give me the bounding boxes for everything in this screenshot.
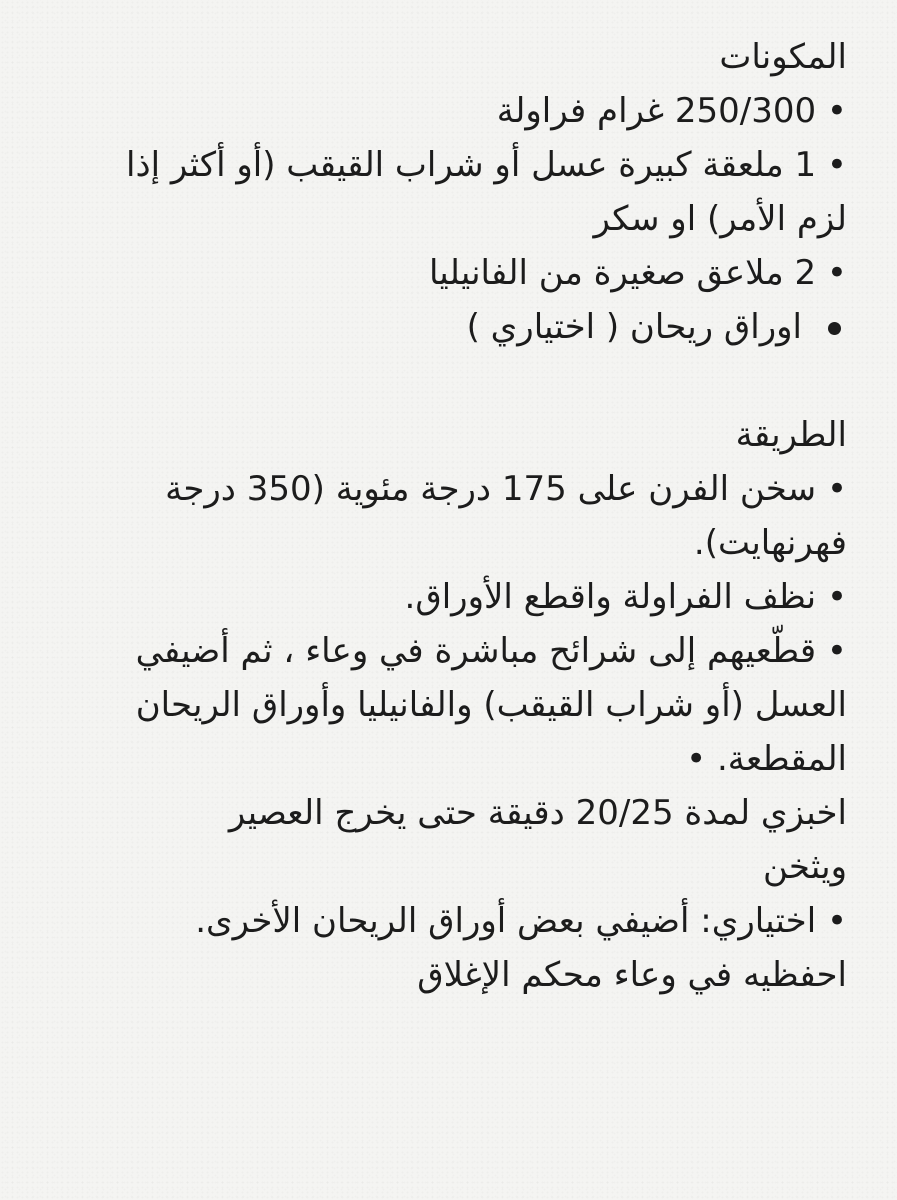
method-line: ويثخن [763, 847, 847, 887]
method-line: • نظف الفراولة واقطع الأوراق. [404, 577, 847, 617]
method-line: • قطّعيهم إلى شرائح مباشرة في وعاء ، ثم أضيفي [135, 631, 847, 671]
method-line: احفظيه في وعاء محكم الإغلاق [417, 955, 847, 995]
ingredient-line: • 1 ملعقة كبيرة عسل أو شراب القيقب (أو أكثر إذا [126, 145, 847, 185]
method-line: اخبزي لمدة 20/25 دقيقة حتى يخرج العصير [228, 793, 847, 833]
ingredient-line: لزم الأمر) او سكر [593, 199, 847, 239]
ingredient-line: اوراق ريحان ( اختياري ) [466, 307, 802, 347]
method-line: المقطعة. • [686, 739, 847, 779]
method-line: فهرنهايت). [693, 523, 847, 563]
ingredients-title: المكونات [719, 37, 847, 77]
ingredient-bullet-item [60, 300, 847, 354]
ingredient-line: • 2 ملاعق صغيرة من الفانيليا [428, 253, 847, 293]
bullet-dot-icon [828, 322, 841, 335]
method-line: • اختياري: أضيفي بعض أوراق الريحان الأخرى. [195, 901, 847, 941]
method-line: العسل (أو شراب القيقب) والفانيليا وأوراق الريحان [135, 685, 847, 725]
method-title: الطريقة [735, 415, 847, 455]
section-gap [60, 354, 847, 408]
method-line: • سخن الفرن على 175 درجة مئوية (350 درجة [165, 469, 847, 509]
ingredient-line: • 250/300 غرام فراولة [496, 91, 847, 131]
